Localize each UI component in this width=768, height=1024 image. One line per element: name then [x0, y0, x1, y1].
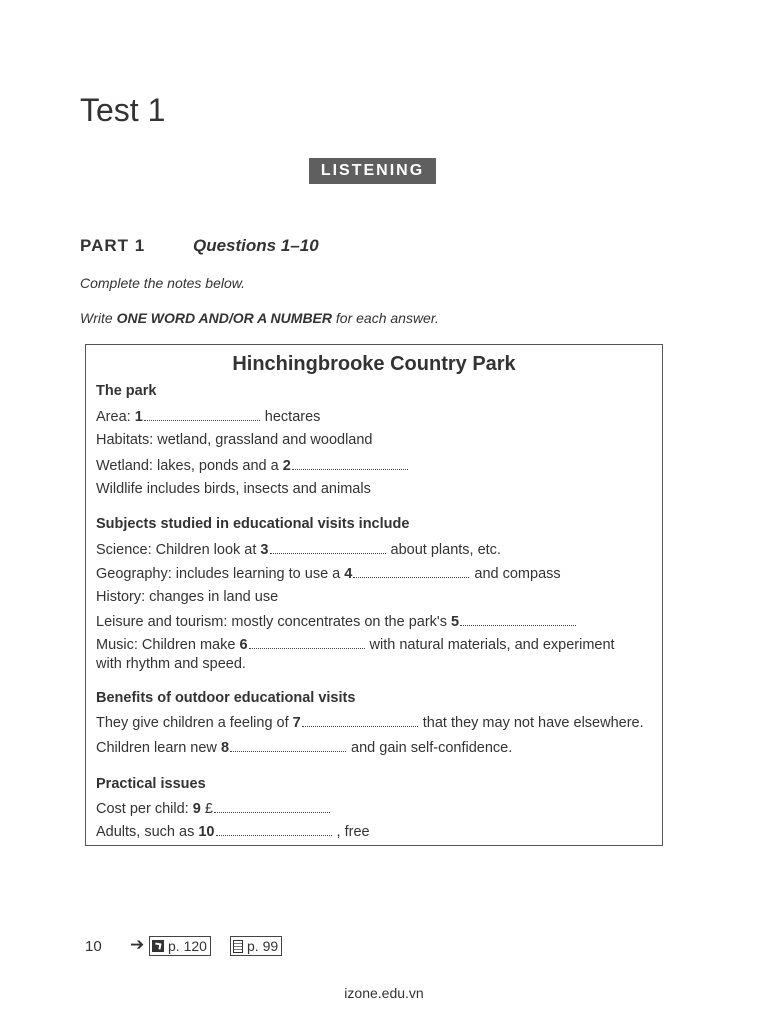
- question-number-1: 1: [134, 409, 143, 425]
- answer-blank-4[interactable]: [353, 565, 469, 578]
- note-music: [96, 636, 641, 674]
- note-habitats: Habitats: wetland, grassland and woodland: [96, 432, 373, 448]
- answer-blank-6[interactable]: [249, 636, 365, 649]
- script-page-reference[interactable]: [230, 936, 282, 956]
- text: They give children a feeling of: [96, 715, 293, 731]
- text: £: [200, 801, 213, 817]
- notes-title: Hinchingbrooke Country Park: [232, 353, 516, 375]
- section-heading-subjects: Subjects studied in educational visits include: [96, 516, 410, 532]
- page-number: 10: [85, 938, 102, 955]
- note-learn: [96, 739, 512, 756]
- answer-blank-7[interactable]: [302, 714, 418, 727]
- answer-blank-2[interactable]: [292, 457, 408, 470]
- answer-blank-9[interactable]: [214, 800, 330, 813]
- notes-box: [85, 344, 663, 846]
- text: and compass: [470, 566, 561, 582]
- script-page-label: p. 99: [247, 938, 279, 954]
- note-leisure: [96, 613, 577, 630]
- note-adults: [96, 823, 370, 840]
- text: Geography: includes learning to use a: [96, 566, 345, 582]
- note-wildlife: Wildlife includes birds, insects and animals: [96, 481, 371, 497]
- answer-blank-10[interactable]: [216, 823, 332, 836]
- instruction-word-limit: [80, 310, 439, 326]
- answer-blank-8[interactable]: [230, 739, 346, 752]
- text: , free: [332, 824, 370, 840]
- note-area: [96, 408, 320, 425]
- question-number-3: 3: [260, 542, 269, 558]
- text: Cost per child:: [96, 801, 193, 817]
- section-heading-park: The park: [96, 383, 157, 399]
- question-number-10: 10: [198, 824, 215, 840]
- answer-key-icon: [152, 940, 164, 952]
- question-number-9: 9: [192, 801, 201, 817]
- text: about plants, etc.: [386, 542, 501, 558]
- section-badge: LISTENING: [309, 158, 436, 184]
- note-geography: [96, 565, 561, 582]
- questions-range: Questions 1–10: [193, 236, 319, 255]
- site-watermark: izone.edu.vn: [344, 985, 424, 1001]
- text: and gain self-confidence.: [347, 740, 513, 756]
- question-number-5: 5: [450, 614, 460, 630]
- note-cost: [96, 800, 331, 817]
- text: Adults, such as: [96, 824, 199, 840]
- arrow-right-icon: ➔: [130, 935, 145, 954]
- answer-blank-3[interactable]: [270, 541, 386, 554]
- answers-page-label: p. 120: [168, 938, 207, 954]
- part-label: PART 1: [80, 236, 146, 255]
- test-title: Test 1: [80, 92, 166, 128]
- text: Leisure and tourism: mostly concentrates on the park's: [96, 614, 451, 630]
- transcript-icon: [233, 940, 243, 953]
- text: with natural materials, and experiment with rhythm and speed.: [96, 637, 615, 672]
- answer-blank-1[interactable]: [144, 408, 260, 421]
- instruction-complete-notes: Complete the notes below.: [80, 275, 245, 291]
- text: Science: Children look at: [96, 542, 261, 558]
- text: hectares: [260, 409, 321, 425]
- question-number-2: 2: [282, 458, 291, 474]
- note-science: [96, 541, 501, 558]
- answer-blank-5[interactable]: [460, 613, 576, 626]
- instruction-suffix: for each answer.: [332, 310, 439, 326]
- question-number-4: 4: [344, 566, 353, 582]
- text: Children learn new: [96, 740, 221, 756]
- note-wetland: [96, 457, 409, 474]
- text: Wetland: lakes, ponds and a: [96, 458, 283, 474]
- question-number-6: 6: [239, 637, 248, 653]
- section-heading-benefits: Benefits of outdoor educational visits: [96, 690, 356, 706]
- text: Music: Children make: [96, 637, 240, 653]
- question-number-7: 7: [292, 715, 301, 731]
- note-history: History: changes in land use: [96, 589, 279, 605]
- text: Area:: [96, 409, 135, 425]
- section-heading-practical: Practical issues: [96, 776, 206, 792]
- answers-page-reference[interactable]: [149, 936, 211, 956]
- text: that they may not have elsewhere.: [418, 715, 644, 731]
- instruction-prefix: Write: [80, 310, 117, 326]
- instruction-word-limit-bold: ONE WORD AND/OR A NUMBER: [116, 310, 332, 326]
- question-number-8: 8: [220, 740, 230, 756]
- note-feeling: [96, 714, 644, 731]
